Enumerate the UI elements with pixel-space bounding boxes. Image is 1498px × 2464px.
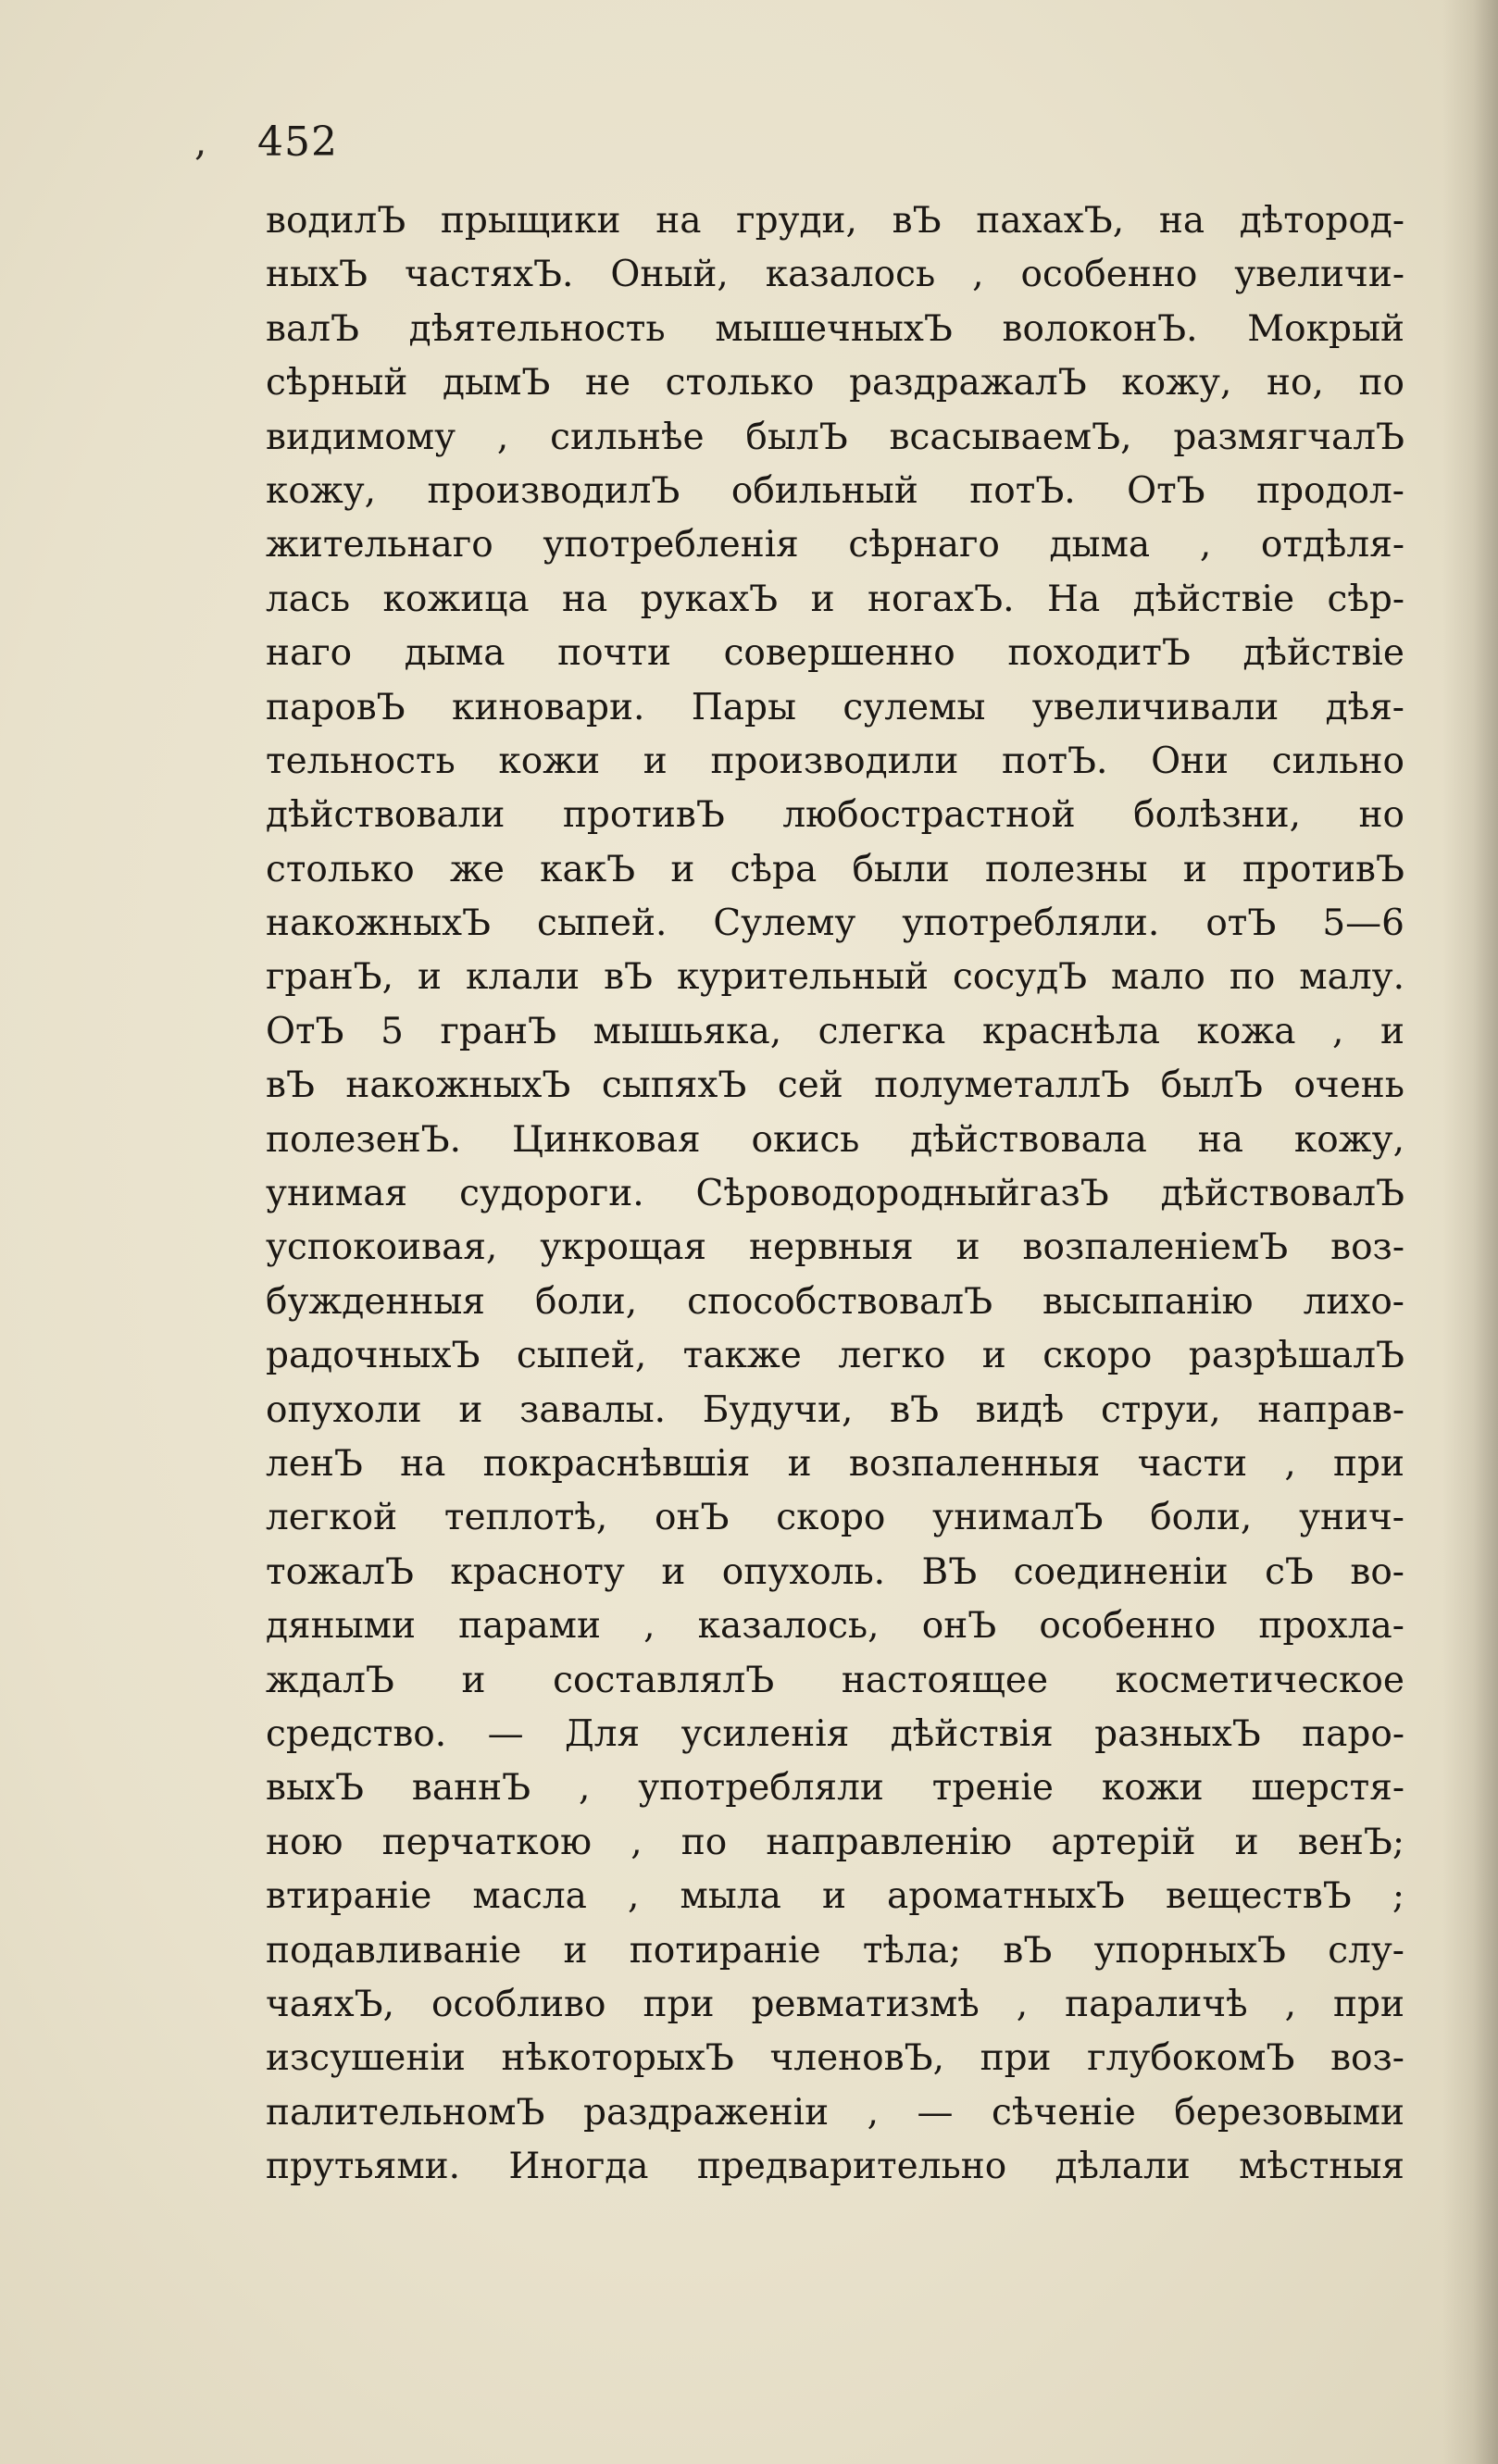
text-line: лась кожица на рукахЪ и ногахЪ. На дѣйствіе сѣр-: [266, 578, 1404, 620]
text-line: ОтЪ 5 гранЪ мышьяка, слегка краснѣла кожа , и: [266, 1010, 1404, 1052]
text-line: подавливаніе и потираніе тѣла; вЪ упорныхЪ слу-: [266, 1929, 1404, 1972]
text-line: накожныхЪ сыпей. Сулему употребляли. отЪ 5—6: [266, 902, 1404, 945]
text-line: бужденныя боли, способствовалЪ высыпанію лихо-: [266, 1280, 1404, 1323]
margin-mark: ,: [194, 118, 207, 164]
page-number: 452: [257, 118, 338, 166]
text-line: радочныхЪ сыпей, также легко и скоро разрѣшалЪ: [266, 1335, 1404, 1377]
text-line: ленЪ на покраснѣвшія и возпаленныя части , при: [266, 1442, 1404, 1485]
text-line: втираніе масла , мыла и ароматныхЪ веществЪ ;: [266, 1875, 1404, 1918]
text-line: изсушеніи нѣкоторыхЪ членовЪ, при глубокомЪ воз-: [266, 2037, 1404, 2080]
text-line: дѣйствовали противЪ любострастной болѣзни, но: [266, 794, 1404, 837]
text-line: гранЪ, и клали вЪ курительный сосудЪ мало по малу.: [266, 956, 1404, 999]
text-line: унимая судороги. СѣроводородныйгазЪ дѣйствовалЪ: [266, 1173, 1404, 1215]
text-line: видимому , сильнѣе былЪ всасываемЪ, размягчалЪ: [266, 416, 1404, 458]
text-line: кожу, производилЪ обильный потЪ. ОтЪ продол-: [266, 469, 1404, 512]
text-line: паровЪ киновари. Пары сулемы увеличивали дѣя-: [266, 686, 1404, 728]
text-line: валЪ дѣятельность мышечныхЪ волоконЪ. Мокрый: [266, 307, 1404, 350]
text-line: чаяхЪ, особливо при ревматизмѣ , параличѣ , при: [266, 1983, 1404, 2025]
text-line: дяными парами , казалось, онЪ особенно прохла-: [266, 1605, 1404, 1648]
text-line: выхЪ ваннЪ , употребляли треніе кожи шерстя-: [266, 1767, 1404, 1810]
text-line: полезенЪ. Цинковая окись дѣйствовала на кожу,: [266, 1118, 1404, 1161]
text-line: ныхЪ частяхЪ. Оный, казалось , особенно увеличи-: [266, 254, 1404, 296]
text-line: легкой теплотѣ, онЪ скоро унималЪ боли, унич-: [266, 1497, 1404, 1539]
text-line: палительномЪ раздраженіи , — сѣченіе березовыми: [266, 2091, 1404, 2134]
text-line: ною перчаткою , по направленію артерій и венЪ;: [266, 1821, 1404, 1863]
body-text: [266, 194, 1404, 2194]
text-line: опухоли и завалы. Будучи, вЪ видѣ струи, направ-: [266, 1388, 1404, 1431]
text-line: прутьями. Иногда предварительно дѣлали мѣстныя: [266, 2146, 1404, 2188]
text-line: вЪ накожныхЪ сыпяхЪ сей полуметаллЪ былЪ очень: [266, 1064, 1404, 1107]
text-line: успокоивая, укрощая нервныя и возпаленіемЪ воз-: [266, 1226, 1404, 1269]
text-line: тожалЪ красноту и опухоль. ВЪ соединеніи сЪ во-: [266, 1550, 1404, 1593]
text-line: жительнаго употребленія сѣрнаго дыма , отдѣля-: [266, 524, 1404, 566]
text-line: наго дыма почти совершенно походитЪ дѣйствіе: [266, 632, 1404, 675]
text-line: ждалЪ и составлялЪ настоящее косметическое: [266, 1659, 1404, 1701]
page-edge-shadow: [1442, 0, 1498, 2464]
text-line: столько же какЪ и сѣра были полезны и противЪ: [266, 848, 1404, 890]
text-line: сѣрный дымЪ не столько раздражалЪ кожу, но, по: [266, 362, 1404, 404]
text-line: водилЪ прыщики на груди, вЪ пахахЪ, на дѣтород-: [266, 200, 1404, 242]
text-line: средство. — Для усиленія дѣйствія разныхЪ паро-: [266, 1712, 1404, 1755]
text-line: тельность кожи и производили потЪ. Они сильно: [266, 740, 1404, 782]
